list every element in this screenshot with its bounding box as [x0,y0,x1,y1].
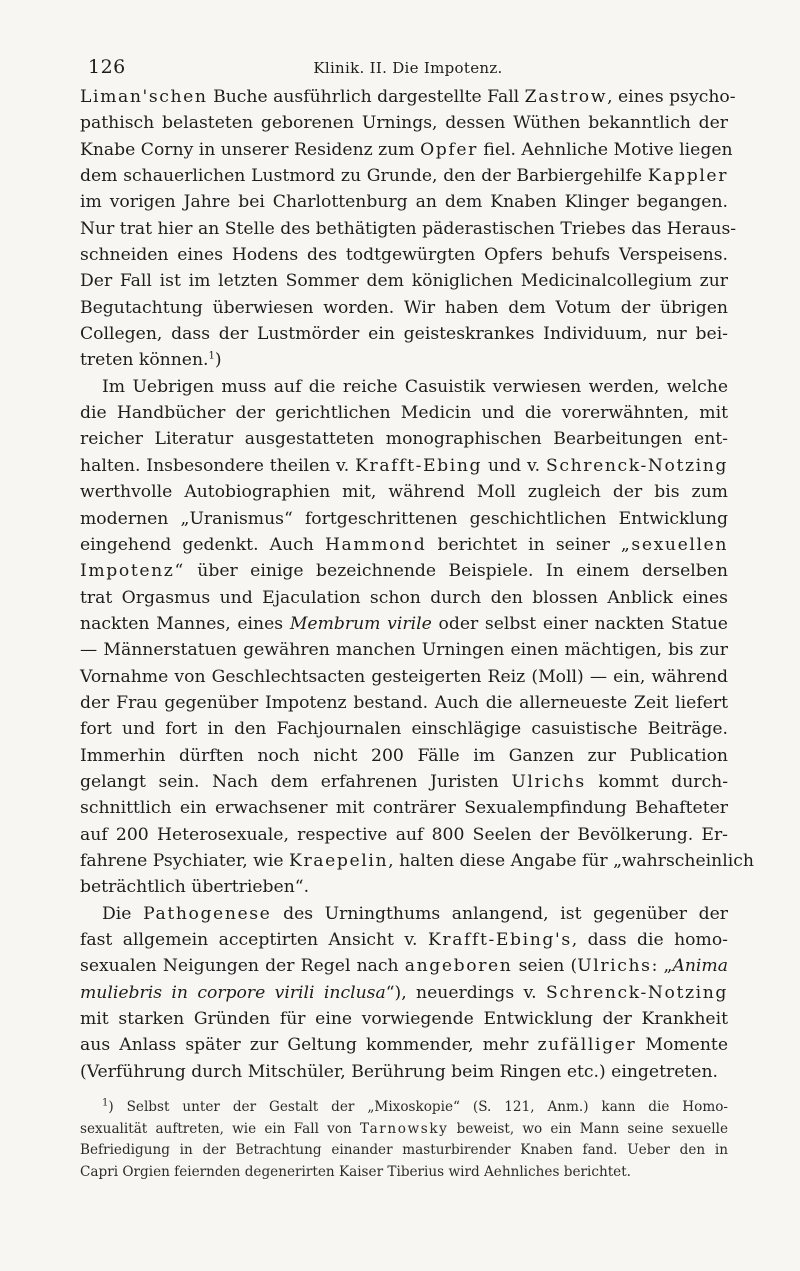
page-header [88,56,728,80]
text-line: Im Uebrigen muss auf die reiche Casuistik verwiesen werden, welche [102,376,728,397]
text-line: Knabe Corny in unserer Residenz zum Opfer fiel. Aehnliche Motive liegen [80,139,733,160]
footnote [80,1097,728,1183]
text-line: aus Anlass später zur Geltung kommender, mehr zufälliger Momente [80,1035,728,1056]
text-line: — Männerstatuen gewähren manchen Urningen einen mächtigen, bis zur [80,640,728,661]
text-line: nackten Mannes, eines Membrum virile oder selbst einer nackten Statue [80,613,728,634]
text-line: muliebris in corpore virili inclusa“), neuerdings v. Schrenck-Notzing [80,982,728,1003]
text-line: auf 200 Heterosexuale, respective auf 800 Seelen der Bevölkerung. Er- [80,824,728,845]
body-text [80,84,754,1085]
text-line: Impotenz“ über einige bezeichnende Beispiele. In einem derselben [80,561,728,582]
text-line: reicher Literatur ausgestatteten monographischen Bearbeitungen ent- [80,429,728,450]
text-line: beträchtlich übertrieben“. [80,877,310,898]
text-line: im vorigen Jahre bei Charlottenburg an dem Knaben Klinger begangen. [80,192,728,213]
text-line: halten. Insbesondere theilen v. Krafft-Ebing und v. Schrenck-Notzing [80,455,728,476]
text-line: Immerhin dürften noch nicht 200 Fälle im Ganzen zur Publication [80,745,728,766]
text-line: der Frau gegenüber Impotenz bestand. Auch die allerneueste Zeit liefert [80,692,728,713]
page-number: 126 [88,56,126,78]
text-line: Vornahme von Geschlechtsacten gesteigerten Reiz (Moll) — ein, während [80,666,728,687]
text-line: schneiden eines Hodens des todtgewürgten Opfers behufs Verspeisens. [80,245,728,266]
text-line: die Handbücher der gerichtlichen Medicin und die vorerwähnten, mit [80,403,728,424]
footnote-ref: 1 [208,350,215,362]
text-line: mit starken Gründen für eine vorwiegende Entwicklung der Krankheit [80,1009,728,1030]
text-line: modernen „Uranismus“ fortgeschrittenen geschichtlichen Entwicklung [80,508,728,529]
text-line: fort und fort in den Fachjournalen einschlägige casuistische Beiträge. [80,719,728,740]
text-line: gelangt sein. Nach dem erfahrenen Juristen Ulrichs kommt durch- [80,771,729,792]
text-line: Die Pathogenese des Urningthums anlangend, ist gegenüber der [102,903,728,924]
text-line: trat Orgasmus und Ejaculation schon durch den blossen Anblick eines [80,587,728,608]
text-line: treten können.$^1$) [80,350,222,371]
footnote-line: sexualität auftreten, wie ein Fall von Tarnowsky beweist, wo ein Mann seine sexuelle [80,1120,728,1137]
text-line: Nur trat hier an Stelle des bethätigten päderastischen Triebes das Heraus- [80,218,737,239]
text-line: Begutachtung überwiesen worden. Wir haben dem Votum der übrigen [80,297,728,318]
text-line: eingehend gedenkt. Auch Hammond berichtet in seiner „sexuellen [80,534,728,555]
text-line: sexualen Neigungen der Regel nach angeboren seien (Ulrichs: „Anima [80,956,728,977]
running-head: Klinik. II. Die Impotenz. [313,59,503,77]
text-line: schnittlich ein erwachsener mit conträrer Sexualempfindung Behafteter [80,798,728,819]
text-line: pathisch belasteten geborenen Urnings, dessen Wüthen bekanntlich der [80,113,728,134]
footnote-line: $^1$) Selbst unter der Gestalt der „Mixoskopie“ (S. 121, Anm.) kann die Homo- [102,1097,728,1115]
text-line: Liman'schen Buche ausführlich dargestellte Fall Zastrow, eines psycho- [80,87,736,107]
text-line: fast allgemein acceptirten Ansicht v. Krafft-Ebing's, dass die homo- [80,930,728,950]
footnote-line: Capri Orgien feiernden degenerirten Kaiser Tiberius wird Aehnliches berichtet. [80,1163,631,1180]
text-line: Der Fall ist im letzten Sommer dem königlichen Medicinalcollegium zur [80,271,728,292]
footnote-line: Befriedigung in der Betrachtung einander masturbirender Knaben fand. Ueber den in [80,1142,728,1159]
text-line: dem schauerlichen Lustmord zu Grunde, den der Barbiergehilfe Kappler [80,166,729,187]
footnote-marker: 1 [102,1097,109,1109]
text-line: Collegen, dass der Lustmörder ein geisteskrankes Individuum, nur bei- [80,324,728,345]
text-line: (Verführung durch Mitschüler, Berührung beim Ringen etc.) eingetreten. [80,1061,718,1082]
text-line: fahrene Psychiater, wie Kraepelin, halten diese Angabe für „wahrscheinlich [80,850,754,871]
text-line: werthvolle Autobiographien mit, während Moll zugleich der bis zum [80,482,728,503]
